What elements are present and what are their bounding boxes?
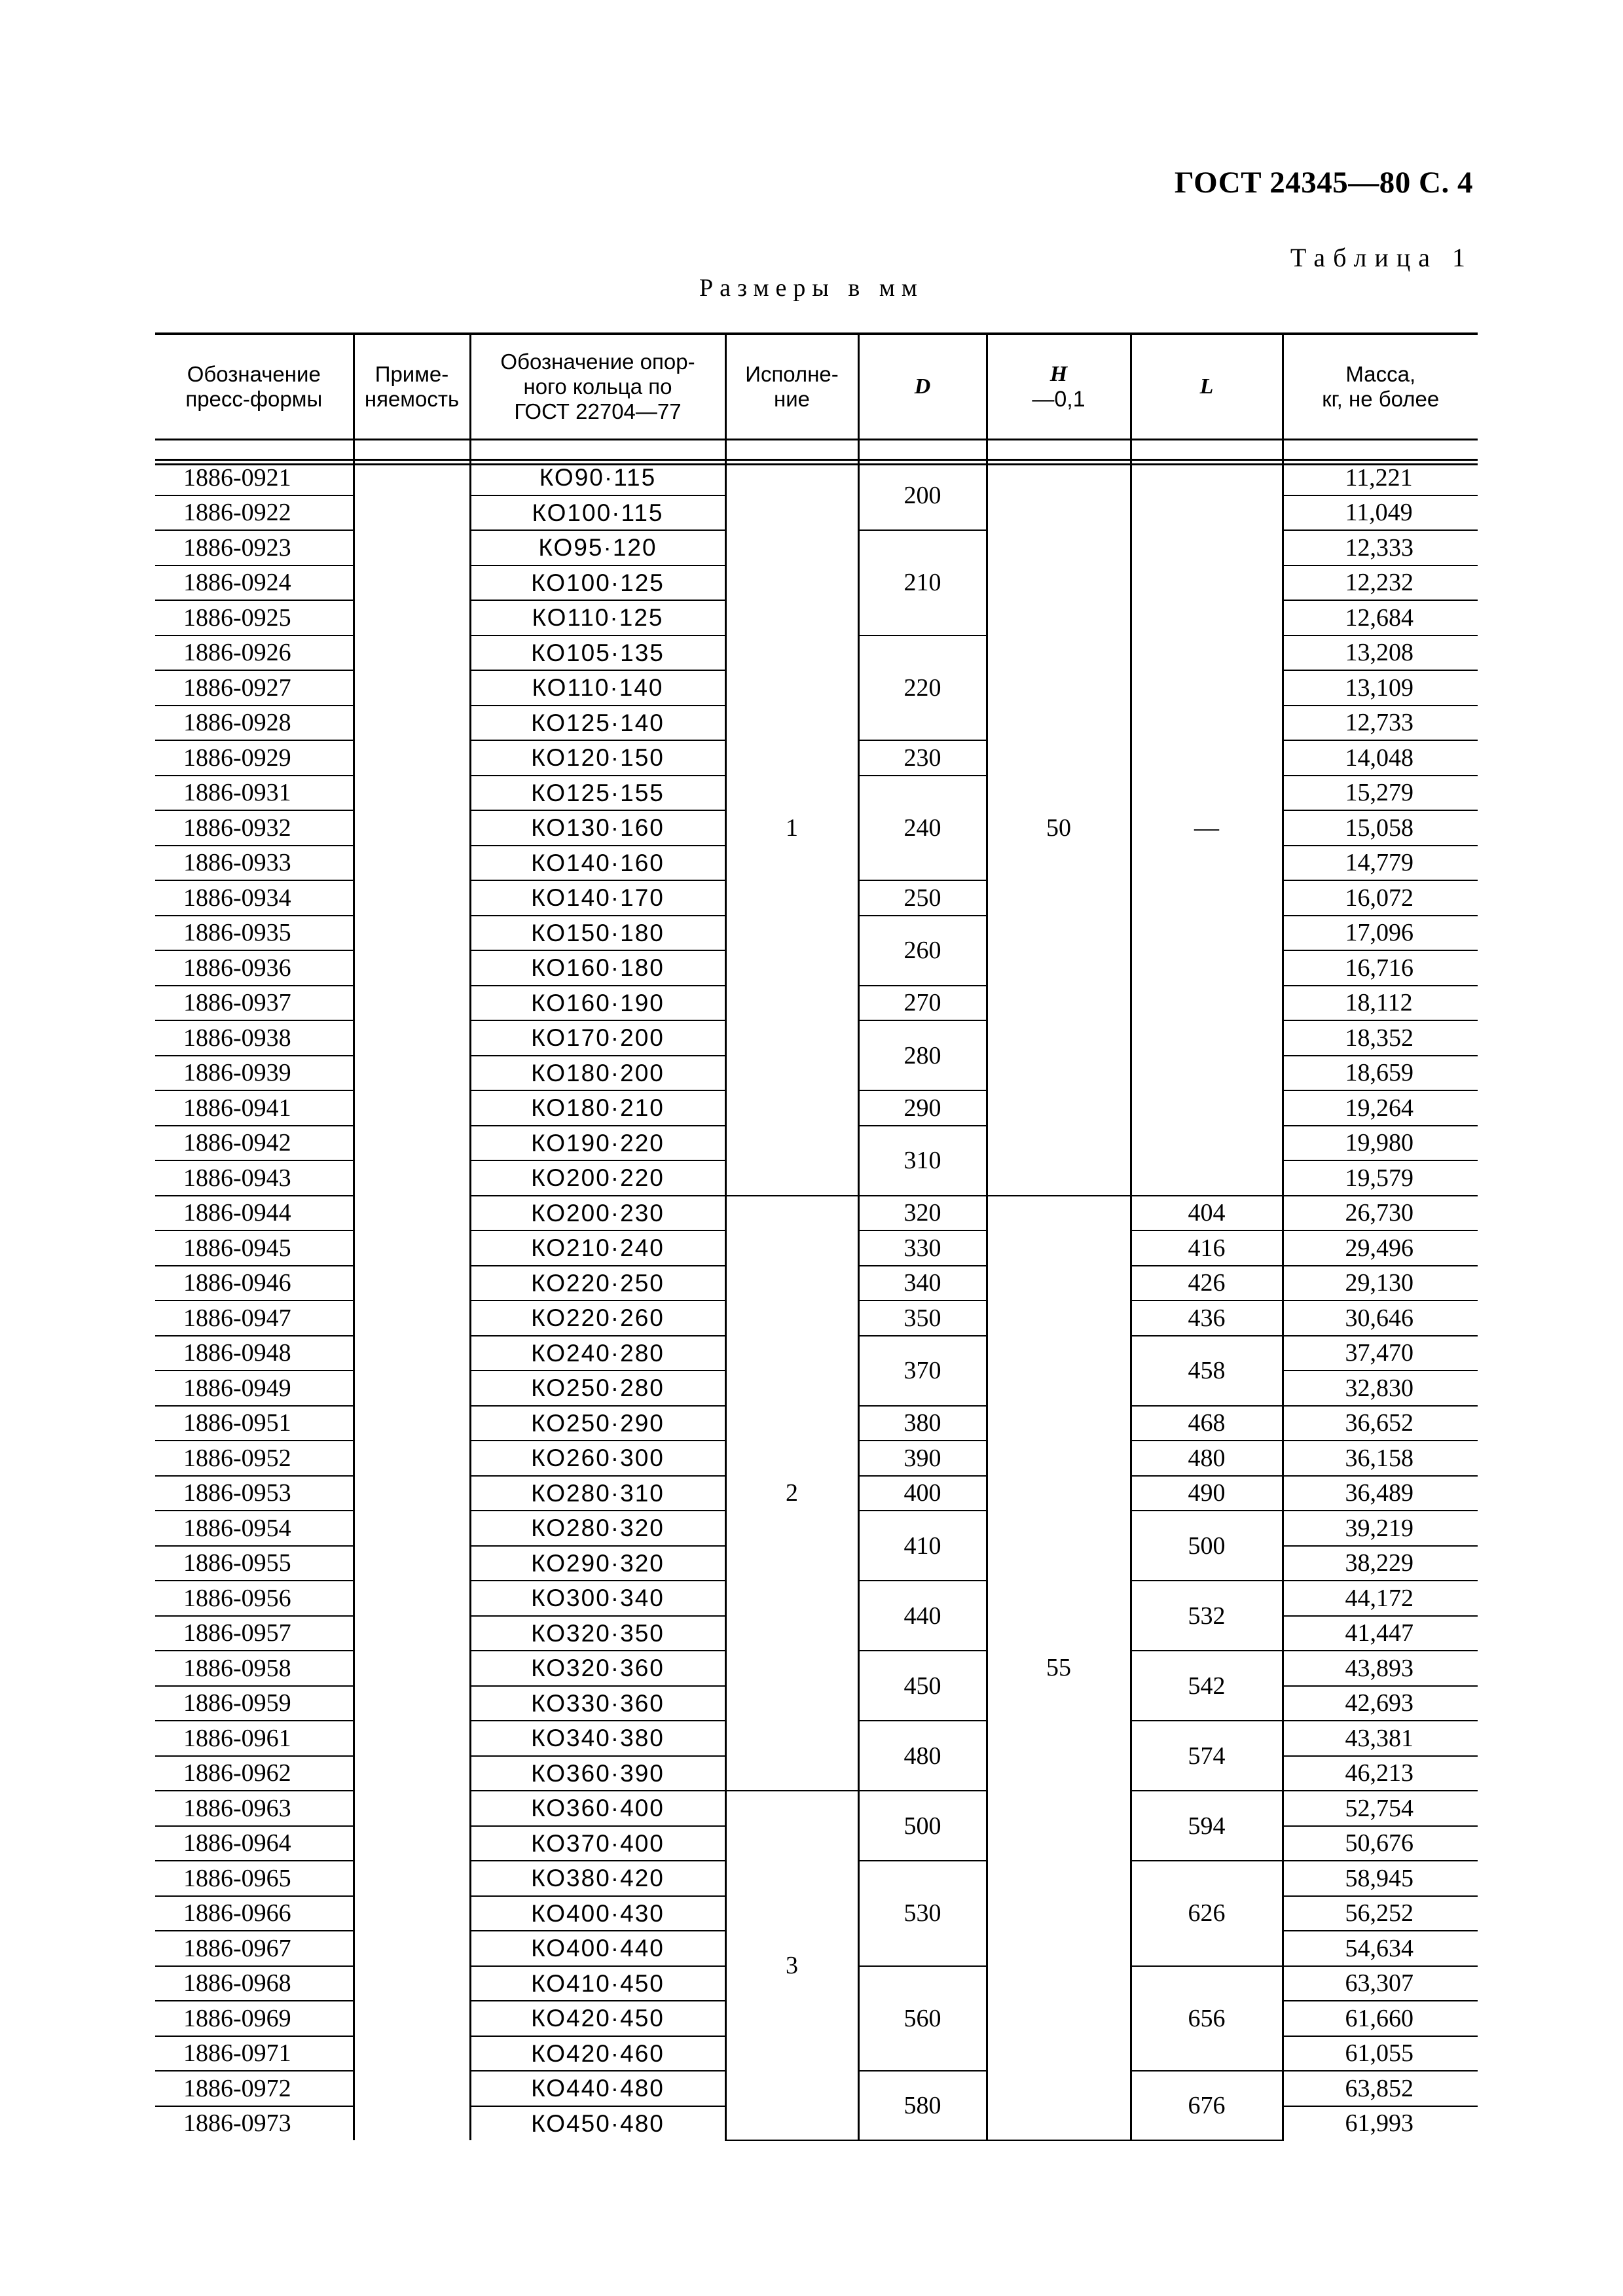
press-form-designation: 1886-0933	[155, 846, 354, 881]
ring-designation: КО400·440	[470, 1931, 725, 1966]
press-form-designation: 1886-0966	[155, 1896, 354, 1931]
ring-designation: КО260·300	[470, 1441, 725, 1476]
l-cell: 594	[1131, 1791, 1283, 1861]
ring-designation: КО250·280	[470, 1371, 725, 1406]
press-form-designation: 1886-0922	[155, 495, 354, 531]
ring-designation: КО110·125	[470, 600, 725, 636]
press-form-designation: 1886-0931	[155, 776, 354, 811]
press-form-designation: 1886-0924	[155, 565, 354, 601]
mass-cell: 30,646	[1283, 1300, 1478, 1336]
ring-designation: КО420·460	[470, 2036, 725, 2072]
mass-cell: 42,693	[1283, 1686, 1478, 1721]
applicability-cell	[354, 1686, 470, 1721]
applicability-cell	[354, 846, 470, 881]
ring-designation: КО240·280	[470, 1336, 725, 1371]
press-form-designation: 1886-0959	[155, 1686, 354, 1721]
ring-designation: КО280·310	[470, 1476, 725, 1511]
press-form-designation: 1886-0948	[155, 1336, 354, 1371]
mass-cell: 18,112	[1283, 986, 1478, 1021]
ring-designation: КО380·420	[470, 1861, 725, 1896]
press-form-designation: 1886-0964	[155, 1826, 354, 1861]
header-ring-designation: Обозначение опор- ного кольца по ГОСТ 22704—77	[470, 334, 725, 440]
mass-cell: 16,716	[1283, 950, 1478, 986]
h-cell: 50	[987, 460, 1131, 1196]
header-d: D	[858, 334, 987, 440]
d-cell: 440	[858, 1581, 987, 1651]
ring-designation: КО110·140	[470, 670, 725, 706]
press-form-designation: 1886-0949	[155, 1371, 354, 1406]
d-cell: 370	[858, 1336, 987, 1406]
applicability-cell	[354, 600, 470, 636]
press-form-designation: 1886-0934	[155, 880, 354, 916]
press-form-designation: 1886-0929	[155, 740, 354, 776]
applicability-cell	[354, 1441, 470, 1476]
mass-cell: 13,208	[1283, 636, 1478, 671]
applicability-cell	[354, 636, 470, 671]
applicability-cell	[354, 1090, 470, 1126]
mass-cell: 18,659	[1283, 1056, 1478, 1091]
applicability-cell	[354, 530, 470, 565]
ring-designation: КО280·320	[470, 1511, 725, 1546]
table-label: Таблица 1	[1290, 243, 1473, 272]
ring-designation: КО130·160	[470, 810, 725, 846]
applicability-cell	[354, 2071, 470, 2106]
ring-designation: КО125·155	[470, 776, 725, 811]
press-form-designation: 1886-0941	[155, 1090, 354, 1126]
ring-designation: КО410·450	[470, 1966, 725, 2001]
header-version: Исполне- ние	[725, 334, 858, 440]
table-body	[155, 460, 1478, 2141]
mass-cell: 26,730	[1283, 1196, 1478, 1231]
applicability-cell	[354, 916, 470, 951]
header-l: L	[1131, 334, 1283, 440]
applicability-cell	[354, 1056, 470, 1091]
l-cell: —	[1131, 460, 1283, 1196]
mass-cell: 43,381	[1283, 1721, 1478, 1756]
d-cell: 530	[858, 1861, 987, 1966]
mass-cell: 38,229	[1283, 1546, 1478, 1581]
dimensions-table	[155, 332, 1478, 2141]
press-form-designation: 1886-0928	[155, 706, 354, 741]
press-form-designation: 1886-0927	[155, 670, 354, 706]
d-cell: 450	[858, 1651, 987, 1721]
version-cell: 3	[725, 1791, 858, 2140]
header-designation: Обозначение пресс-формы	[155, 334, 354, 440]
applicability-cell	[354, 1336, 470, 1371]
l-cell: 416	[1131, 1230, 1283, 1266]
applicability-cell	[354, 1300, 470, 1336]
press-form-designation: 1886-0942	[155, 1126, 354, 1161]
table-row	[155, 1196, 1478, 1231]
mass-cell: 15,058	[1283, 810, 1478, 846]
applicability-cell	[354, 706, 470, 741]
d-cell: 500	[858, 1791, 987, 1861]
units-label: Размеры в мм	[699, 274, 924, 302]
ring-designation: КО220·260	[470, 1300, 725, 1336]
applicability-cell	[354, 1826, 470, 1861]
mass-cell: 43,893	[1283, 1651, 1478, 1686]
press-form-designation: 1886-0945	[155, 1230, 354, 1266]
press-form-designation: 1886-0963	[155, 1791, 354, 1826]
l-cell: 436	[1131, 1300, 1283, 1336]
table-header-row	[155, 334, 1478, 440]
version-cell: 2	[725, 1196, 858, 1791]
applicability-cell	[354, 1791, 470, 1826]
ring-designation: КО420·450	[470, 2001, 725, 2036]
press-form-designation: 1886-0957	[155, 1616, 354, 1651]
d-cell: 220	[858, 636, 987, 741]
ring-designation: КО120·150	[470, 740, 725, 776]
press-form-designation: 1886-0925	[155, 600, 354, 636]
applicability-cell	[354, 1476, 470, 1511]
applicability-cell	[354, 2036, 470, 2072]
mass-cell: 18,352	[1283, 1020, 1478, 1056]
applicability-cell	[354, 950, 470, 986]
mass-cell: 63,852	[1283, 2071, 1478, 2106]
mass-cell: 52,754	[1283, 1791, 1478, 1826]
d-cell: 580	[858, 2071, 987, 2140]
d-cell: 310	[858, 1126, 987, 1196]
applicability-cell	[354, 776, 470, 811]
ring-designation: КО360·400	[470, 1791, 725, 1826]
d-cell: 210	[858, 530, 987, 636]
l-cell: 404	[1131, 1196, 1283, 1231]
applicability-cell	[354, 1160, 470, 1196]
applicability-cell	[354, 1581, 470, 1616]
ring-designation: КО140·160	[470, 846, 725, 881]
ring-designation: КО250·290	[470, 1406, 725, 1441]
header-applicability: Приме- няемость	[354, 334, 470, 440]
press-form-designation: 1886-0944	[155, 1196, 354, 1231]
press-form-designation: 1886-0955	[155, 1546, 354, 1581]
mass-cell: 19,579	[1283, 1160, 1478, 1196]
ring-designation: КО400·430	[470, 1896, 725, 1931]
ring-designation: КО160·180	[470, 950, 725, 986]
d-cell: 270	[858, 986, 987, 1021]
press-form-designation: 1886-0969	[155, 2001, 354, 2036]
d-cell: 350	[858, 1300, 987, 1336]
applicability-cell	[354, 1126, 470, 1161]
mass-cell: 39,219	[1283, 1511, 1478, 1546]
press-form-designation: 1886-0951	[155, 1406, 354, 1441]
d-cell: 290	[858, 1090, 987, 1126]
ring-designation: КО450·480	[470, 2106, 725, 2141]
press-form-designation: 1886-0953	[155, 1476, 354, 1511]
mass-cell: 13,109	[1283, 670, 1478, 706]
d-cell: 330	[858, 1230, 987, 1266]
l-cell: 458	[1131, 1336, 1283, 1406]
applicability-cell	[354, 740, 470, 776]
applicability-cell	[354, 1511, 470, 1546]
l-cell: 532	[1131, 1581, 1283, 1651]
d-cell: 560	[858, 1966, 987, 2072]
mass-cell: 36,158	[1283, 1441, 1478, 1476]
mass-cell: 16,072	[1283, 880, 1478, 916]
press-form-designation: 1886-0946	[155, 1266, 354, 1301]
applicability-cell	[354, 1546, 470, 1581]
mass-cell: 29,496	[1283, 1230, 1478, 1266]
l-cell: 500	[1131, 1511, 1283, 1581]
mass-cell: 58,945	[1283, 1861, 1478, 1896]
header-separator	[155, 440, 1478, 460]
mass-cell: 36,489	[1283, 1476, 1478, 1511]
mass-cell: 63,307	[1283, 1966, 1478, 2001]
press-form-designation: 1886-0968	[155, 1966, 354, 2001]
applicability-cell	[354, 1196, 470, 1231]
press-form-designation: 1886-0971	[155, 2036, 354, 2072]
mass-cell: 56,252	[1283, 1896, 1478, 1931]
press-form-designation: 1886-0961	[155, 1721, 354, 1756]
d-cell: 410	[858, 1511, 987, 1581]
mass-cell: 17,096	[1283, 916, 1478, 951]
mass-cell: 12,684	[1283, 600, 1478, 636]
d-cell: 260	[858, 916, 987, 986]
ring-designation: КО100·125	[470, 565, 725, 601]
ring-designation: КО220·250	[470, 1266, 725, 1301]
applicability-cell	[354, 2001, 470, 2036]
ring-designation: КО125·140	[470, 706, 725, 741]
applicability-cell	[354, 1721, 470, 1756]
applicability-cell	[354, 880, 470, 916]
mass-cell: 19,264	[1283, 1090, 1478, 1126]
press-form-designation: 1886-0967	[155, 1931, 354, 1966]
press-form-designation: 1886-0921	[155, 460, 354, 495]
ring-designation: КО340·380	[470, 1721, 725, 1756]
press-form-designation: 1886-0932	[155, 810, 354, 846]
d-cell: 340	[858, 1266, 987, 1301]
applicability-cell	[354, 1266, 470, 1301]
applicability-cell	[354, 565, 470, 601]
mass-cell: 61,055	[1283, 2036, 1478, 2072]
press-form-designation: 1886-0936	[155, 950, 354, 986]
ring-designation: КО105·135	[470, 636, 725, 671]
ring-designation: КО290·320	[470, 1546, 725, 1581]
applicability-cell	[354, 670, 470, 706]
ring-designation: КО210·240	[470, 1230, 725, 1266]
d-cell: 400	[858, 1476, 987, 1511]
mass-cell: 11,221	[1283, 460, 1478, 495]
applicability-cell	[354, 1896, 470, 1931]
ring-designation: КО360·390	[470, 1756, 725, 1791]
mass-cell: 12,333	[1283, 530, 1478, 565]
press-form-designation: 1886-0972	[155, 2071, 354, 2106]
press-form-designation: 1886-0973	[183, 2109, 291, 2138]
mass-cell: 12,232	[1283, 565, 1478, 601]
d-cell: 390	[858, 1441, 987, 1476]
ring-designation: КО90·115	[470, 460, 725, 495]
press-form-designation: 1886-0935	[155, 916, 354, 951]
ring-designation: КО370·400	[470, 1826, 725, 1861]
l-cell: 480	[1131, 1441, 1283, 1476]
mass-cell: 29,130	[1283, 1266, 1478, 1301]
mass-cell: 14,779	[1283, 846, 1478, 881]
press-form-designation: 1886-0937	[155, 986, 354, 1021]
press-form-designation: 1886-0952	[155, 1441, 354, 1476]
d-cell: 200	[858, 460, 987, 531]
l-cell: 542	[1131, 1651, 1283, 1721]
l-cell: 426	[1131, 1266, 1283, 1301]
mass-cell: 46,213	[1283, 1756, 1478, 1791]
ring-designation: КО440·480	[470, 2071, 725, 2106]
ring-designation: КО190·220	[470, 1126, 725, 1161]
press-form-designation: 1886-0926	[155, 636, 354, 671]
l-cell: 676	[1131, 2071, 1283, 2140]
press-form-designation: 1886-0962	[155, 1756, 354, 1791]
press-form-designation: 1886-0958	[155, 1651, 354, 1686]
applicability-cell	[354, 1756, 470, 1791]
l-cell: 574	[1131, 1721, 1283, 1791]
mass-cell: 11,049	[1283, 495, 1478, 531]
mass-cell: 44,172	[1283, 1581, 1478, 1616]
press-form-designation: 1886-0939	[155, 1056, 354, 1091]
mass-cell: 12,733	[1283, 706, 1478, 741]
applicability-cell	[354, 810, 470, 846]
mass-cell: 15,279	[1283, 776, 1478, 811]
page-header: ГОСТ 24345—80 С. 4	[1174, 166, 1473, 200]
ring-designation: КО200·220	[470, 1160, 725, 1196]
d-cell: 250	[858, 880, 987, 916]
applicability-cell	[354, 1230, 470, 1266]
l-cell: 626	[1131, 1861, 1283, 1966]
ring-designation: КО330·360	[470, 1686, 725, 1721]
ring-designation: КО170·200	[470, 1020, 725, 1056]
l-cell: 656	[1131, 1966, 1283, 2072]
ring-designation: КО100·115	[470, 495, 725, 531]
table-row	[155, 1791, 1478, 1826]
applicability-cell	[354, 1651, 470, 1686]
ring-designation: КО180·210	[470, 1090, 725, 1126]
applicability-cell	[354, 986, 470, 1021]
mass-cell: 37,470	[1283, 1336, 1478, 1371]
d-cell: 380	[858, 1406, 987, 1441]
d-cell: 240	[858, 776, 987, 881]
mass-cell: 14,048	[1283, 740, 1478, 776]
l-cell: 468	[1131, 1406, 1283, 1441]
ring-designation: КО150·180	[470, 916, 725, 951]
ring-designation: КО320·360	[470, 1651, 725, 1686]
ring-designation: КО95·120	[470, 530, 725, 565]
applicability-cell	[354, 2106, 470, 2141]
mass-cell: 54,634	[1283, 1931, 1478, 1966]
mass-cell: 32,830	[1283, 1371, 1478, 1406]
applicability-cell	[354, 495, 470, 531]
ring-designation: КО200·230	[470, 1196, 725, 1231]
press-form-designation: 1886-0938	[155, 1020, 354, 1056]
mass-cell: 41,447	[1283, 1616, 1478, 1651]
press-form-designation: 1886-0954	[155, 1511, 354, 1546]
h-cell: 55	[987, 1196, 1131, 2141]
applicability-cell	[354, 1616, 470, 1651]
version-cell: 1	[725, 460, 858, 1196]
applicability-cell	[354, 1020, 470, 1056]
press-form-designation: 1886-0947	[155, 1300, 354, 1336]
press-form-designation: 1886-0943	[155, 1160, 354, 1196]
ring-designation: КО180·200	[470, 1056, 725, 1091]
ring-designation: КО140·170	[470, 880, 725, 916]
mass-cell: 61,660	[1283, 2001, 1478, 2036]
header-mass: Масса, кг, не более	[1283, 334, 1478, 440]
d-cell: 320	[858, 1196, 987, 1231]
d-cell: 280	[858, 1020, 987, 1090]
applicability-cell	[354, 1966, 470, 2001]
ring-designation: КО320·350	[470, 1616, 725, 1651]
mass-cell: 19,980	[1283, 1126, 1478, 1161]
mass-cell: 36,652	[1283, 1406, 1478, 1441]
mass-cell: 50,676	[1283, 1826, 1478, 1861]
ring-designation: КО300·340	[470, 1581, 725, 1616]
d-cell: 230	[858, 740, 987, 776]
press-form-designation: 1886-0965	[155, 1861, 354, 1896]
applicability-cell	[354, 1406, 470, 1441]
press-form-designation: 1886-0956	[155, 1581, 354, 1616]
mass-cell: 61,993	[1283, 2106, 1478, 2141]
applicability-cell	[354, 1371, 470, 1406]
press-form-designation: 1886-0923	[155, 530, 354, 565]
ring-designation: КО160·190	[470, 986, 725, 1021]
header-h: H —0,1	[987, 334, 1131, 440]
d-cell: 480	[858, 1721, 987, 1791]
applicability-cell	[354, 1861, 470, 1896]
applicability-cell	[354, 1931, 470, 1966]
l-cell: 490	[1131, 1476, 1283, 1511]
